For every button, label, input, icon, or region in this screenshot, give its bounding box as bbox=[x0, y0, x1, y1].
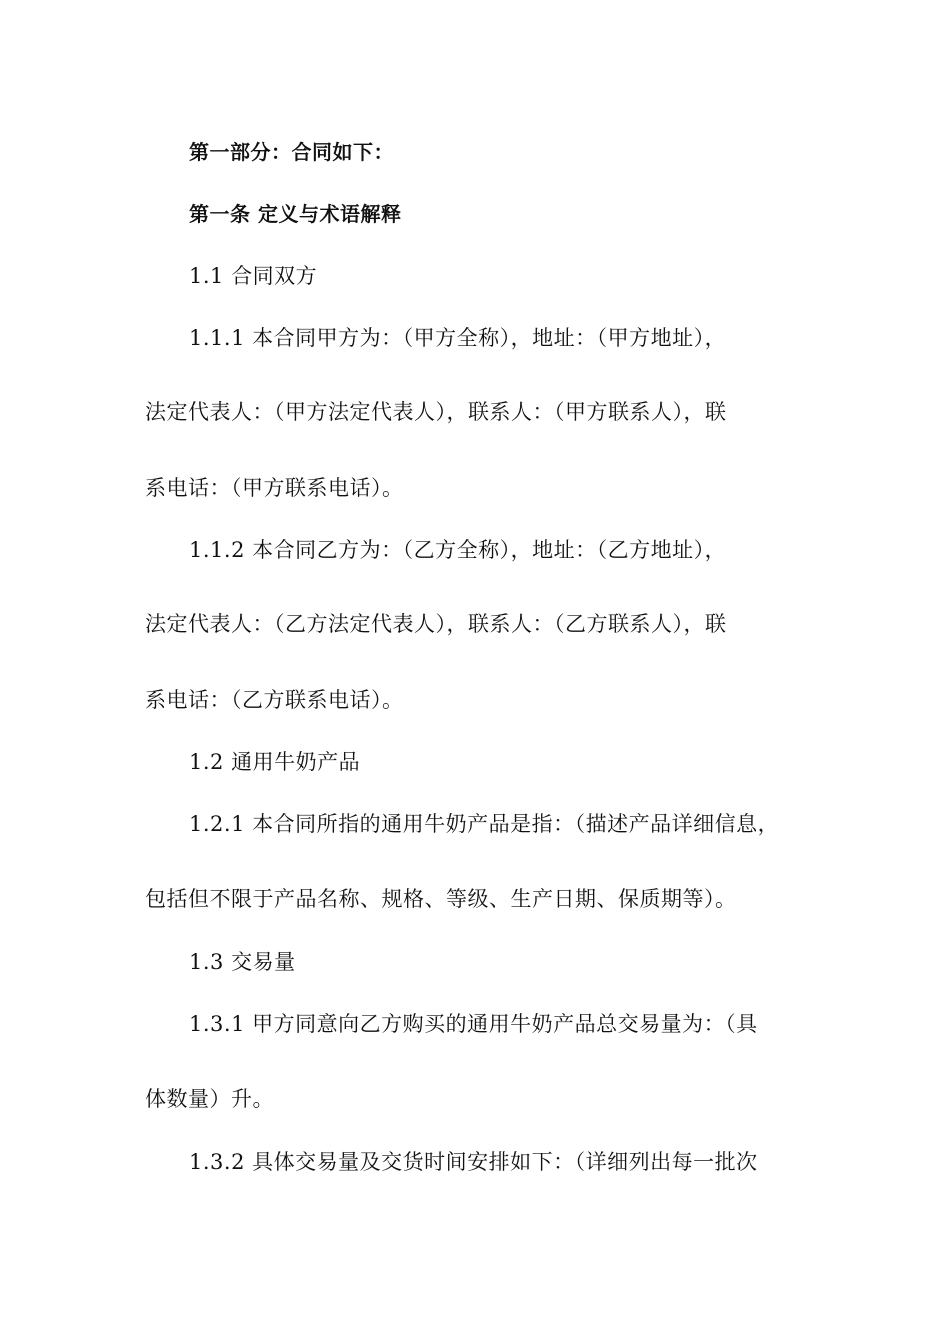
section-heading: 1.3 交易量 bbox=[189, 950, 296, 974]
section-heading: 1.2 通用牛奶产品 bbox=[189, 750, 361, 774]
paragraph-line: 系电话：（甲方联系电话）。 bbox=[145, 476, 404, 500]
part-heading: 第一部分：合同如下： bbox=[189, 140, 394, 164]
paragraph-line: 包括但不限于产品名称、规格、等级、生产日期、保质期等）。 bbox=[145, 887, 737, 911]
paragraph-line: 1.3.2 具体交易量及交货时间安排如下：（详细列出每一批次 bbox=[189, 1150, 758, 1174]
paragraph-line: 体数量）升。 bbox=[145, 1087, 274, 1111]
paragraph-line: 1.1.1 本合同甲方为：（甲方全称），地址：（甲方地址）， bbox=[189, 326, 727, 350]
paragraph-line: 1.2.1 本合同所指的通用牛奶产品是指：（描述产品详细信息， bbox=[189, 812, 780, 836]
paragraph-line: 法定代表人：（乙方法定代表人），联系人：（乙方联系人），联 bbox=[145, 612, 727, 636]
paragraph-line: 法定代表人：（甲方法定代表人），联系人：（甲方联系人），联 bbox=[145, 400, 727, 424]
section-heading: 1.1 合同双方 bbox=[189, 264, 318, 288]
paragraph-line: 1.1.2 本合同乙方为：（乙方全称），地址：（乙方地址）， bbox=[189, 538, 727, 562]
article-heading: 第一条 定义与术语解释 bbox=[189, 202, 402, 226]
paragraph-line: 系电话：（乙方联系电话）。 bbox=[145, 688, 404, 712]
paragraph-line: 1.3.1 甲方同意向乙方购买的通用牛奶产品总交易量为：（具 bbox=[189, 1012, 758, 1036]
